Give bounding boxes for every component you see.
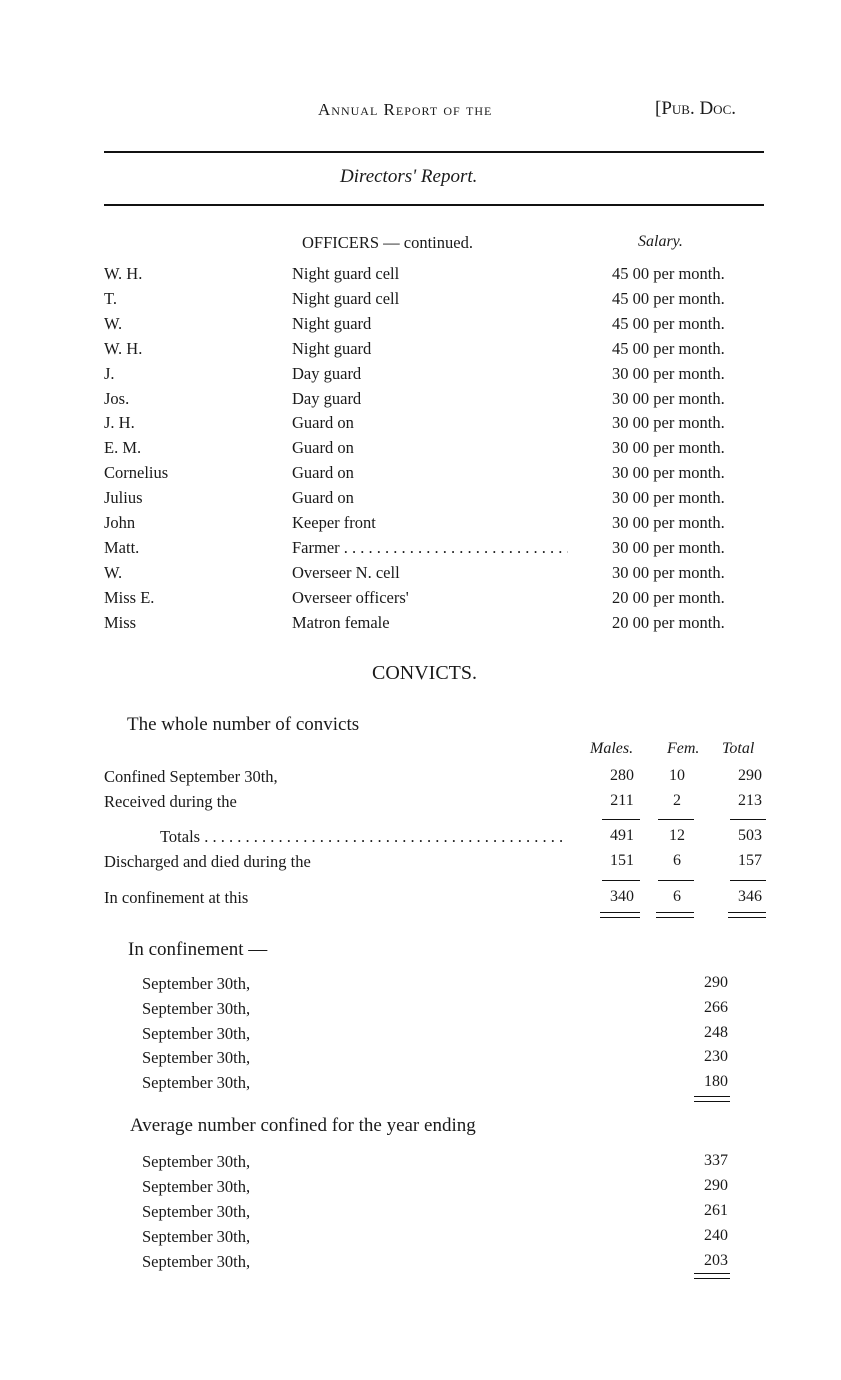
confinement-year-label: September 30th, . . .: [142, 1045, 656, 1070]
difference-rule-fem: [658, 880, 694, 881]
document-reference: [Pub. Doc.: [655, 98, 736, 119]
convict-fem-value: 6: [673, 888, 681, 905]
sum-rule-fem: [658, 819, 694, 820]
convict-fem-value: 12: [669, 827, 685, 844]
column-header-total: Total: [722, 740, 755, 757]
officer-name: Jos. . . .: [104, 386, 284, 411]
officer-post: Night guard cell . . .: [292, 261, 568, 286]
average-year-label: September 30th, . . .: [142, 1174, 656, 1199]
confinement-year-label: September 30th, . . .: [142, 1070, 656, 1095]
officer-post: Guard on . . .: [292, 460, 568, 485]
difference-rule-total: [730, 880, 766, 881]
officer-salary: 30 00 per month.: [612, 438, 725, 458]
section-title: Directors' Report.: [340, 166, 478, 187]
average-year-value: 261: [704, 1202, 728, 1219]
confinement-year-value: 180: [704, 1073, 728, 1091]
officer-salary: 30 00 per month.: [612, 488, 725, 508]
in-confinement-end-rule: [694, 1096, 730, 1102]
column-header-fem: Fem.: [667, 740, 700, 757]
confinement-year-value: 290: [704, 974, 728, 991]
average-year-value: 337: [704, 1152, 728, 1169]
convict-total-value: 290: [738, 767, 762, 784]
difference-rule-males: [602, 880, 640, 881]
convict-males-value: 491: [610, 827, 634, 844]
convicts-intro: The whole number of convicts: [127, 714, 360, 735]
officer-name: Julius . . .: [104, 485, 284, 510]
convict-males-value: 211: [610, 792, 634, 809]
convict-total-value: 346: [738, 888, 762, 905]
convict-fem-value: 6: [673, 852, 681, 869]
average-year-label: September 30th, . . .: [142, 1249, 656, 1274]
confinement-year-label: September 30th, . . .: [142, 1021, 656, 1046]
section-rule: [104, 204, 764, 206]
convict-row-label: Confined September 30th, . . .: [104, 764, 566, 789]
top-rule: [104, 151, 764, 153]
average-year-label: September 30th, . . .: [142, 1149, 656, 1174]
officer-name: Miss E. . . .: [104, 585, 284, 610]
officer-name: Cornelius . . .: [104, 460, 284, 485]
average-year-value: 240: [704, 1227, 728, 1244]
officer-post: Guard on . . .: [292, 410, 568, 435]
officer-post: Overseer N. cell . . .: [292, 560, 568, 585]
convict-total-value: 157: [738, 852, 762, 869]
officer-name: Miss . . .: [104, 610, 284, 635]
officer-name: W. . . .: [104, 560, 284, 585]
officer-salary: 30 00 per month.: [612, 537, 725, 557]
officer-name: W. H. . . .: [104, 336, 284, 361]
final-rule-fem: [656, 912, 694, 918]
officer-post: Night guard . . .: [292, 311, 568, 336]
convict-fem-value: 10: [669, 767, 685, 784]
officer-post: Night guard . . .: [292, 336, 568, 361]
officer-salary: 45 00 per month.: [612, 313, 725, 333]
officer-post: Night guard cell . . .: [292, 286, 568, 311]
confinement-year-label: September 30th, . . .: [142, 971, 656, 996]
convict-males-value: 340: [610, 888, 634, 905]
column-header-males: Males.: [590, 740, 634, 757]
officer-post: Overseer officers' . . .: [292, 585, 568, 610]
officer-salary: 45 00 per month.: [612, 338, 725, 358]
confinement-year-value: 230: [704, 1048, 728, 1066]
officer-name: J. H. . . .: [104, 410, 284, 435]
officer-salary: 30 00 per month.: [612, 513, 725, 532]
officer-salary: 30 00 per month.: [612, 562, 725, 582]
convict-row-label: Totals . . .: [160, 824, 566, 849]
convict-total-value: 503: [738, 827, 762, 844]
convict-row-label: In confinement at this . . .: [104, 885, 566, 910]
salary-heading: Salary.: [638, 233, 683, 250]
officer-name: W. . . .: [104, 311, 284, 336]
convict-fem-value: 2: [673, 792, 681, 809]
officer-name: John . . .: [104, 510, 284, 535]
officer-name: J. . . .: [104, 361, 284, 386]
in-confinement-heading: In confinement —: [128, 939, 268, 960]
convict-males-value: 280: [610, 767, 634, 784]
convict-row-label: Discharged and died during the . . .: [104, 849, 566, 874]
officer-post: Matron female . . .: [292, 610, 568, 635]
officer-post: Guard on . . .: [292, 485, 568, 510]
officer-salary: 30 00 per month.: [612, 363, 725, 383]
convict-males-value: 151: [610, 852, 634, 869]
officer-post: Guard on . . .: [292, 435, 568, 460]
officer-salary: 20 00 per month.: [612, 587, 725, 607]
final-rule-males: [600, 912, 640, 918]
confinement-year-value: 266: [704, 998, 728, 1016]
convict-total-value: 213: [738, 792, 762, 809]
average-year-value: 203: [704, 1252, 728, 1269]
officer-post: Day guard . . .: [292, 386, 568, 411]
officer-name: Matt. . . .: [104, 535, 284, 560]
sum-rule-males: [602, 819, 640, 820]
officer-salary: 45 00 per month.: [612, 264, 725, 283]
final-rule-total: [728, 912, 766, 918]
sum-rule-total: [730, 819, 766, 820]
officer-salary: 30 00 per month.: [612, 413, 725, 433]
officer-salary: 30 00 per month.: [612, 463, 725, 483]
average-year-label: September 30th, . . .: [142, 1224, 656, 1249]
officer-name: W. H. . . .: [104, 261, 284, 286]
convicts-heading: CONVICTS.: [372, 662, 478, 684]
officer-post: Day guard . . .: [292, 361, 568, 386]
confinement-year-value: 248: [704, 1023, 728, 1041]
average-end-rule: [694, 1273, 730, 1279]
officer-post: Farmer . . .: [292, 535, 568, 560]
average-heading: Average number confined for the year ending: [130, 1115, 476, 1136]
average-year-label: September 30th, . . .: [142, 1199, 656, 1224]
running-title: Annual Report of the: [318, 100, 493, 119]
officer-salary: 30 00 per month.: [612, 388, 725, 408]
average-year-value: 290: [704, 1177, 728, 1194]
officer-name: T. . . .: [104, 286, 284, 311]
officers-heading: OFFICERS — continued.: [302, 233, 473, 252]
confinement-year-label: September 30th, . . .: [142, 996, 656, 1021]
convict-row-label: Received during the . . .: [104, 789, 566, 814]
officer-salary: 45 00 per month.: [612, 288, 725, 308]
officer-post: Keeper front . . .: [292, 510, 568, 535]
officer-name: E. M. . . .: [104, 435, 284, 460]
officer-salary: 20 00 per month.: [612, 612, 725, 632]
